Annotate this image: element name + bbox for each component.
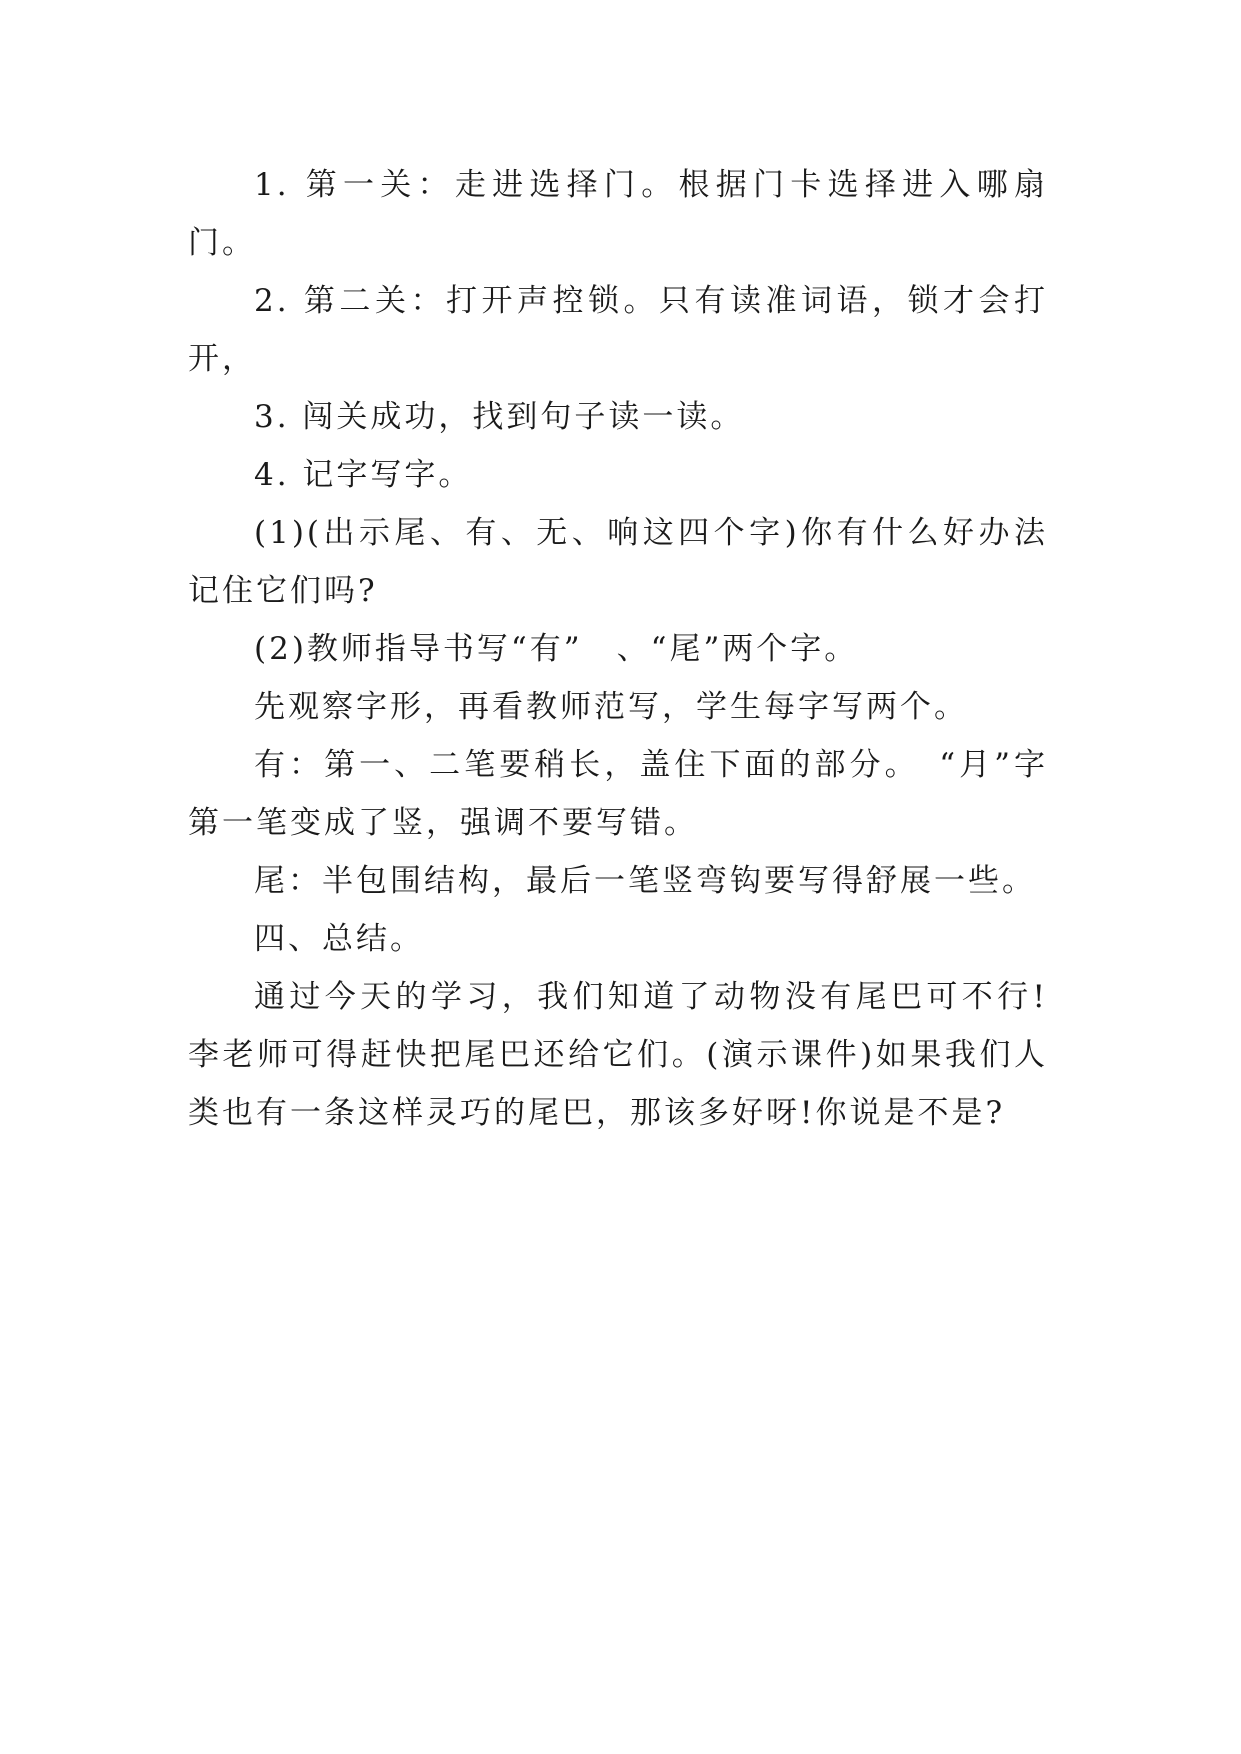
observe-paragraph: 先观察字形，再看教师范写，学生每字写两个。 [254,689,968,725]
step-4-paragraph: 4. 记字写字。 [254,457,473,493]
you-character-paragraph: 有：第一、二笔要稍长，盖住下面的部分。 “月”字第一笔变成了竖，强调不要写错。 [188,747,1048,841]
document-body [188,156,1048,1142]
summary-heading: 四、总结。 [254,921,424,957]
substep-2-paragraph: (2)教师指导书写“有” 、“尾”两个字。 [254,631,859,667]
summary-paragraph: 通过今天的学习，我们知道了动物没有尾巴可不行!李老师可得赶快把尾巴还给它们。(演示课件)如果我们人类也有一条这样灵巧的尾巴，那该多好呀!你说是不是? [188,979,1048,1131]
step-3-paragraph: 3. 闯关成功，找到句子读一读。 [254,399,745,435]
step-1-paragraph: 1. 第一关：走进选择门。根据门卡选择进入哪扇门。 [188,167,1048,261]
step-2-paragraph: 2. 第二关：打开声控锁。只有读准词语，锁才会打开， [188,283,1048,377]
wei-character-paragraph: 尾：半包围结构，最后一笔竖弯钩要写得舒展一些。 [254,863,1036,899]
substep-1-paragraph: (1)(出示尾、有、无、响这四个字)你有什么好办法记住它们吗? [188,515,1048,609]
